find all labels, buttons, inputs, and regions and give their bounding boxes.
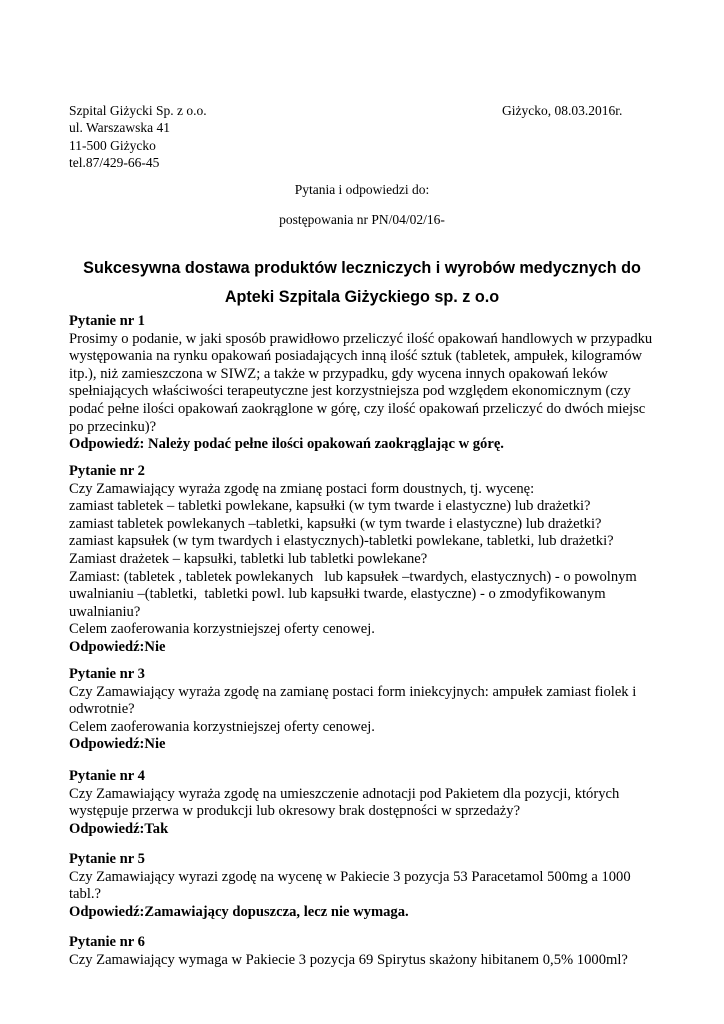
question-text-line: itp.), niż zamieszczona w SIWZ; a także w przypadku, gdy wycena innych opakowań leków [69,365,608,382]
question-text-line: Celem zaoferowania korzystniejszej oferty cenowej. [69,718,375,735]
answer-text: Odpowiedź:Nie [69,638,166,655]
sender-city: 11-500 Giżycko [69,137,156,153]
sender-phone: tel.87/429-66-45 [69,154,160,170]
question-text-line: Czy Zamawiający wymaga w Pakiecie 3 pozycja 69 Spirytus skażony hibitanem 0,5% 1000ml? [69,951,628,968]
question-title: Pytanie nr 4 [69,768,145,784]
question-text-line: zamiast kapsułek (w tym twardych i elastycznych)-tabletki powlekane, tabletki, lub drażetki? [69,533,614,550]
question-2 [69,463,659,657]
document-title-line-1: Sukcesywna dostawa produktów leczniczych i wyrobów medycznych do [83,259,641,277]
question-text-line: Prosimy o podanie, w jaki sposób prawidłowo przeliczyć ilość opakowań handlowych w przypadku [69,330,653,347]
question-text-line: odwrotnie? [69,701,135,718]
answer-text: Odpowiedź:Nie [69,736,166,753]
question-text-line: tabl.? [69,886,102,903]
question-3 [69,666,659,754]
answer-text: Odpowiedź:Tak [69,820,169,837]
intro-line-2: postępowania nr PN/04/02/16- [279,212,445,227]
question-text-line: Zamiast drażetek – kapsułki, tabletki lub tabletki powlekane? [69,550,428,567]
answer-text: Odpowiedź: Należy podać pełne ilości opakowań zaokrąglając w górę. [69,436,504,453]
document-date: Giżycko, 08.03.2016r. [502,103,623,118]
question-title: Pytanie nr 5 [69,851,145,867]
question-text-line: występowania na rynku opakowań posiadających inną ilość sztuk (tabletek, ampułek, kilogramów [69,348,643,365]
sender-name: Szpital Giżycki Sp. z o.o. [69,103,207,118]
question-1 [69,313,659,454]
question-6 [69,934,659,969]
answer-text: Odpowiedź:Zamawiający dopuszcza, lecz nie wymaga. [69,903,409,920]
question-text-line: podać pełne ilości opakowań zaokrąglone w górę, czy ilość opakowań przeliczyć do dwóch miejsc [69,400,646,417]
question-text-line: występuje przerwa w produkcji lub okresowy brak dostępności w sprzedaży? [69,803,521,820]
question-title: Pytanie nr 3 [69,666,145,682]
question-text-line: Czy Zamawiający wyrazi zgodę na wycenę w Pakiecie 3 pozycja 53 Paracetamol 500mg a 1000 [69,868,631,885]
question-text-line: zamiast tabletek powlekanych –tabletki, kapsułki (w tym twarde i elastyczne) lub drażetki? [69,515,602,532]
intro-line-1: Pytania i odpowiedzi do: [294,182,430,197]
question-text-line: spełniających właściwości terapeutyczne jest korzystniejsza pod względem ekonomicznym (czy [69,383,631,400]
question-4 [69,768,659,838]
question-text-line: Czy Zamawiający wyraża zgodę na zamianę postaci form iniekcyjnych: ampułek zamiast fiolek i [69,683,637,700]
question-text-line: uwalnianiu? [69,603,141,620]
document-title-line-2: Apteki Szpitala Giżyckiego sp. z o.o [224,288,500,306]
sender-address [69,102,207,171]
question-text-line: Celem zaoferowania korzystniejszej oferty cenowej. [69,621,375,638]
question-title: Pytanie nr 2 [69,463,145,479]
question-text-line: uwalnianiu –(tabletki, tabletki powl. lub kapsułki twarde, elastyczne) - o zmodyfikowanym [69,586,606,603]
question-5 [69,851,659,921]
question-text-line: Zamiast: (tabletek , tabletek powlekanych lub kapsułek –twardych, elastycznych) - o powolnym [69,568,637,585]
sender-street: ul. Warszawska 41 [69,120,171,136]
question-text-line: po przecinku)? [69,418,157,435]
question-title: Pytanie nr 6 [69,934,145,950]
question-text-line: zamiast tabletek – tabletki powlekane, kapsułki (w tym twarde i elastyczne) lub drażetki? [69,498,591,515]
question-text-line: Czy Zamawiający wyraża zgodę na zmianę postaci form doustnych, tj. wycenę: [69,480,535,497]
question-text-line: Czy Zamawiający wyraża zgodę na umieszczenie adnotacji pod Pakietem dla pozycji, których [69,785,620,802]
question-title: Pytanie nr 1 [69,313,145,329]
